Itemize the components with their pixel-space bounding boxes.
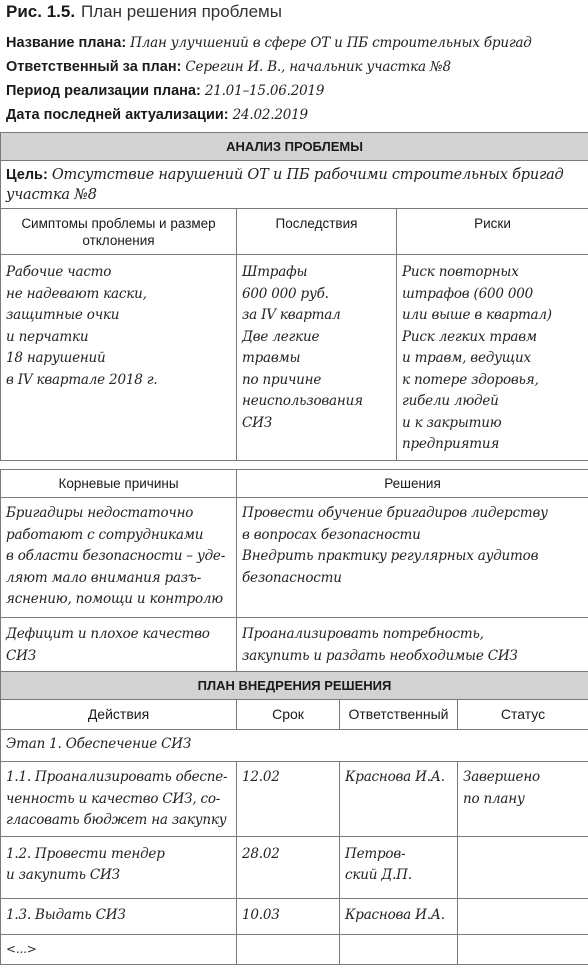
risks-header: Риски [397, 209, 588, 255]
implementation-section-header: ПЛАН ВНЕДРЕНИЯ РЕШЕНИЯ [1, 672, 588, 700]
consequences-cell: Штрафы 600 000 руб. за IV квартал Две легкие травмы по причине неиспользования СИЗ [237, 255, 397, 461]
status-cell [458, 934, 588, 965]
root-cause-1: Бригадиры недостаточно работают с сотрудниками в области безопасности – уде- ляют мало внимания разъ- яснению, помощи и контролю [1, 498, 237, 618]
plan-period-row [6, 83, 324, 99]
solution-2: Проанализировать потребность, закупить и раздать необходимые СИЗ [237, 618, 588, 672]
plan-owner-label: Ответственный за план: [6, 59, 182, 75]
status-cell: Завершено по плану [458, 762, 588, 837]
solutions-header: Решения [237, 470, 588, 498]
implementation-table [0, 671, 588, 965]
action-cell: <...> [1, 934, 237, 965]
plan-name-label: Название плана: [6, 35, 127, 51]
symptoms-cell: Рабочие часто не надевают каски, защитные очки и перчатки 18 нарушений в IV квартале 2018 г. [1, 255, 237, 461]
plan-owner-value: Серегин И. В., начальник участка №8 [185, 59, 451, 75]
plan-updated-label: Дата последней актуализации: [6, 107, 229, 123]
symptoms-header: Симптомы проблемы и размер отклонения [1, 209, 237, 255]
table-row [1, 762, 588, 837]
figure-caption [6, 2, 282, 22]
goal-cell [1, 161, 588, 209]
root-causes-header: Корневые причины [1, 470, 237, 498]
analysis-section-header: АНАЛИЗ ПРОБЛЕМЫ [1, 133, 588, 161]
plan-owner-row [6, 59, 451, 75]
plan-name-row [6, 35, 532, 51]
figure-title: План решения проблемы [81, 2, 282, 21]
risks-cell: Риск повторных штрафов (600 000 или выше в квартал) Риск легких травм и травм, ведущих к потере здоровья, гибели людей и к закрытию предприятия [397, 255, 588, 461]
table-row [1, 934, 588, 965]
status-cell [458, 836, 588, 898]
owner-cell: Краснова И.А. [340, 762, 458, 837]
root-causes-table [0, 469, 588, 672]
status-cell [458, 898, 588, 934]
col-deadline: Срок [237, 700, 340, 730]
action-cell: 1.3. Выдать СИЗ [1, 898, 237, 934]
goal-line-1: Отсутствие нарушений ОТ и ПБ рабочими строительных бригад [51, 167, 564, 183]
consequences-header: Последствия [237, 209, 397, 255]
action-cell: 1.1. Проанализировать обеспе- ченность и качество СИЗ, со- гласовать бюджет на закупку [1, 762, 237, 837]
col-actions: Действия [1, 700, 237, 730]
figure-number: Рис. 1.5. [6, 2, 76, 21]
deadline-cell: 10.03 [237, 898, 340, 934]
table-row [1, 836, 588, 898]
plan-period-value: 21.01–15.06.2019 [204, 83, 325, 99]
solution-1: Провести обучение бригадиров лидерству в вопросах безопасности Внедрить практику регулярных аудитов безопасности [237, 498, 588, 618]
owner-cell: Петров- ский Д.П. [340, 836, 458, 898]
owner-cell: Краснова И.А. [340, 898, 458, 934]
deadline-cell: 12.02 [237, 762, 340, 837]
goal-line-2: участка №8 [6, 187, 97, 203]
table-row [1, 898, 588, 934]
deadline-cell [237, 934, 340, 965]
col-status: Статус [458, 700, 588, 730]
plan-period-label: Период реализации плана: [6, 83, 201, 99]
analysis-table [0, 132, 588, 461]
stage-row: Этап 1. Обеспечение СИЗ [1, 730, 588, 762]
goal-label: Цель: [6, 167, 48, 183]
plan-updated-row [6, 107, 308, 123]
plan-name-value: План улучшений в сфере ОТ и ПБ строительных бригад [130, 35, 532, 51]
deadline-cell: 28.02 [237, 836, 340, 898]
owner-cell [340, 934, 458, 965]
col-owner: Ответственный [340, 700, 458, 730]
plan-updated-value: 24.02.2019 [232, 107, 308, 123]
root-cause-2: Дефицит и плохое качество СИЗ [1, 618, 237, 672]
action-cell: 1.2. Провести тендер и закупить СИЗ [1, 836, 237, 898]
